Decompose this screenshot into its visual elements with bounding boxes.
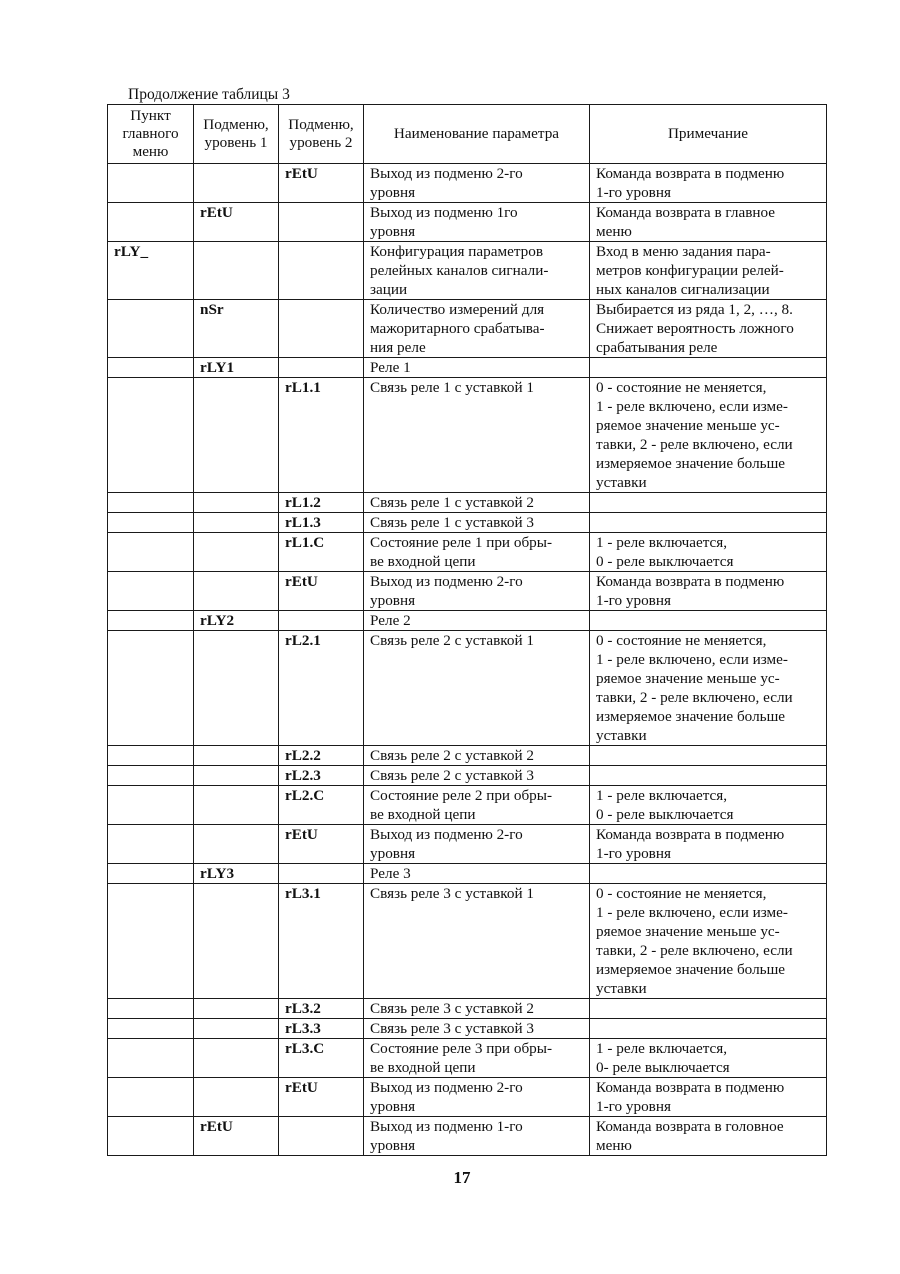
page-number: 17 <box>453 1168 471 1187</box>
cell-parameter-name: Связь реле 3 с уставкой 2 <box>364 999 590 1019</box>
cell-note: Вход в меню задания пара- метров конфигурации релей- ных каналов сигнализации <box>590 242 827 300</box>
header-submenu-level2: Подменю, уровень 2 <box>279 105 364 164</box>
cell-main-menu: rLY_ <box>108 242 194 300</box>
cell-submenu-level1: rLY3 <box>194 864 279 884</box>
table-body <box>108 164 827 1156</box>
table-row <box>108 884 827 999</box>
cell-parameter-name: Связь реле 2 с уставкой 1 <box>364 631 590 746</box>
cell-submenu-level1: rEtU <box>194 203 279 242</box>
cell-submenu-level2: rL2.C <box>279 786 364 825</box>
cell-submenu-level2: rEtU <box>279 825 364 864</box>
cell-submenu-level1 <box>194 631 279 746</box>
cell-submenu-level1 <box>194 1039 279 1078</box>
cell-parameter-name: Реле 2 <box>364 611 590 631</box>
cell-note <box>590 1019 827 1039</box>
cell-main-menu <box>108 358 194 378</box>
cell-submenu-level1 <box>194 746 279 766</box>
cell-note: 1 - реле включается, 0 - реле выключается <box>590 786 827 825</box>
cell-parameter-name: Реле 3 <box>364 864 590 884</box>
table-row <box>108 533 827 572</box>
cell-submenu-level1 <box>194 493 279 513</box>
cell-main-menu <box>108 864 194 884</box>
cell-submenu-level2 <box>279 864 364 884</box>
cell-main-menu <box>108 513 194 533</box>
table-row <box>108 242 827 300</box>
cell-main-menu <box>108 300 194 358</box>
cell-note <box>590 358 827 378</box>
cell-main-menu <box>108 493 194 513</box>
cell-parameter-name: Состояние реле 3 при обры- ве входной цепи <box>364 1039 590 1078</box>
cell-note <box>590 611 827 631</box>
cell-note: Команда возврата в подменю 1-го уровня <box>590 1078 827 1117</box>
table-row <box>108 864 827 884</box>
cell-parameter-name: Связь реле 3 с уставкой 3 <box>364 1019 590 1039</box>
table-row <box>108 611 827 631</box>
cell-submenu-level1 <box>194 1078 279 1117</box>
cell-note <box>590 864 827 884</box>
cell-main-menu <box>108 631 194 746</box>
cell-submenu-level1 <box>194 533 279 572</box>
cell-submenu-level2: rL2.1 <box>279 631 364 746</box>
cell-parameter-name: Связь реле 1 с уставкой 3 <box>364 513 590 533</box>
cell-submenu-level1 <box>194 825 279 864</box>
cell-submenu-level2: rL1.1 <box>279 378 364 493</box>
cell-parameter-name: Связь реле 3 с уставкой 1 <box>364 884 590 999</box>
cell-main-menu <box>108 1019 194 1039</box>
cell-note: Команда возврата в головное меню <box>590 1117 827 1156</box>
cell-note: Команда возврата в главное меню <box>590 203 827 242</box>
table-row <box>108 766 827 786</box>
table-row <box>108 999 827 1019</box>
table-row <box>108 203 827 242</box>
cell-submenu-level2: rL1.C <box>279 533 364 572</box>
table-row <box>108 746 827 766</box>
header-note: Примечание <box>590 105 827 164</box>
table-row <box>108 493 827 513</box>
header-parameter-name: Наименование параметра <box>364 105 590 164</box>
cell-note: 0 - состояние не меняется, 1 - реле включено, если изме- ряемое значение меньше ус- тавки, 2 - реле включено, если измеряемое значение больше уставки <box>590 378 827 493</box>
cell-note: 0 - состояние не меняется, 1 - реле включено, если изме- ряемое значение меньше ус- тавки, 2 - реле включено, если измеряемое значение больше уставки <box>590 631 827 746</box>
cell-submenu-level2 <box>279 300 364 358</box>
table-row <box>108 631 827 746</box>
cell-note: Команда возврата в подменю 1-го уровня <box>590 164 827 203</box>
cell-submenu-level2: rL3.2 <box>279 999 364 1019</box>
cell-parameter-name: Выход из подменю 2-го уровня <box>364 1078 590 1117</box>
cell-main-menu <box>108 164 194 203</box>
cell-parameter-name: Реле 1 <box>364 358 590 378</box>
cell-main-menu <box>108 1078 194 1117</box>
cell-submenu-level1 <box>194 884 279 999</box>
cell-note <box>590 766 827 786</box>
cell-submenu-level1 <box>194 572 279 611</box>
cell-submenu-level2 <box>279 242 364 300</box>
cell-submenu-level2: rL3.3 <box>279 1019 364 1039</box>
cell-note <box>590 513 827 533</box>
cell-submenu-level2 <box>279 358 364 378</box>
cell-submenu-level2: rL1.3 <box>279 513 364 533</box>
cell-submenu-level2 <box>279 611 364 631</box>
cell-parameter-name: Конфигурация параметров релейных каналов сигнали- зации <box>364 242 590 300</box>
table-row <box>108 786 827 825</box>
cell-parameter-name: Связь реле 2 с уставкой 2 <box>364 746 590 766</box>
cell-main-menu <box>108 378 194 493</box>
cell-main-menu <box>108 611 194 631</box>
cell-submenu-level2 <box>279 1117 364 1156</box>
cell-submenu-level2: rL2.2 <box>279 746 364 766</box>
cell-main-menu <box>108 825 194 864</box>
cell-note: 1 - реле включается, 0 - реле выключается <box>590 533 827 572</box>
cell-submenu-level1: rLY2 <box>194 611 279 631</box>
header-main-menu: Пункт главного меню <box>108 105 194 164</box>
cell-main-menu <box>108 572 194 611</box>
cell-submenu-level1 <box>194 786 279 825</box>
cell-submenu-level2: rL3.1 <box>279 884 364 999</box>
table-caption: Продолжение таблицы 3 <box>128 86 290 103</box>
cell-main-menu <box>108 766 194 786</box>
cell-note: Команда возврата в подменю 1-го уровня <box>590 825 827 864</box>
cell-submenu-level2: rEtU <box>279 164 364 203</box>
cell-main-menu <box>108 786 194 825</box>
cell-note: 0 - состояние не меняется, 1 - реле включено, если изме- ряемое значение меньше ус- тавки, 2 - реле включено, если измеряемое значение больше уставки <box>590 884 827 999</box>
cell-main-menu <box>108 999 194 1019</box>
table-row <box>108 1117 827 1156</box>
cell-parameter-name: Состояние реле 2 при обры- ве входной цепи <box>364 786 590 825</box>
cell-submenu-level1 <box>194 1019 279 1039</box>
cell-main-menu <box>108 1117 194 1156</box>
cell-submenu-level1 <box>194 513 279 533</box>
cell-note <box>590 999 827 1019</box>
cell-submenu-level1 <box>194 378 279 493</box>
cell-main-menu <box>108 203 194 242</box>
cell-note <box>590 746 827 766</box>
cell-parameter-name: Связь реле 1 с уставкой 2 <box>364 493 590 513</box>
cell-note: 1 - реле включается, 0- реле выключается <box>590 1039 827 1078</box>
table-row <box>108 300 827 358</box>
cell-note <box>590 493 827 513</box>
cell-submenu-level1: rLY1 <box>194 358 279 378</box>
cell-submenu-level2 <box>279 203 364 242</box>
table-row <box>108 378 827 493</box>
cell-note: Команда возврата в подменю 1-го уровня <box>590 572 827 611</box>
cell-main-menu <box>108 746 194 766</box>
cell-parameter-name: Выход из подменю 2-го уровня <box>364 825 590 864</box>
cell-parameter-name: Связь реле 1 с уставкой 1 <box>364 378 590 493</box>
header-submenu-level1: Подменю, уровень 1 <box>194 105 279 164</box>
table-row <box>108 1039 827 1078</box>
cell-submenu-level1 <box>194 242 279 300</box>
cell-submenu-level2: rEtU <box>279 1078 364 1117</box>
table-header-row <box>108 105 827 164</box>
cell-submenu-level2: rL2.3 <box>279 766 364 786</box>
cell-submenu-level1 <box>194 999 279 1019</box>
cell-main-menu <box>108 1039 194 1078</box>
cell-main-menu <box>108 884 194 999</box>
cell-submenu-level2: rEtU <box>279 572 364 611</box>
cell-submenu-level1 <box>194 766 279 786</box>
parameters-table <box>107 104 827 1156</box>
table-row <box>108 1019 827 1039</box>
table-row <box>108 358 827 378</box>
cell-submenu-level1: rEtU <box>194 1117 279 1156</box>
cell-parameter-name: Выход из подменю 1го уровня <box>364 203 590 242</box>
cell-note: Выбирается из ряда 1, 2, …, 8. Снижает вероятность ложного срабатывания реле <box>590 300 827 358</box>
table-row <box>108 1078 827 1117</box>
cell-submenu-level1: nSr <box>194 300 279 358</box>
table-row <box>108 513 827 533</box>
cell-parameter-name: Выход из подменю 2-го уровня <box>364 164 590 203</box>
cell-submenu-level2: rL1.2 <box>279 493 364 513</box>
cell-parameter-name: Связь реле 2 с уставкой 3 <box>364 766 590 786</box>
cell-parameter-name: Количество измерений для мажоритарного срабатыва- ния реле <box>364 300 590 358</box>
table-row <box>108 164 827 203</box>
cell-parameter-name: Выход из подменю 2-го уровня <box>364 572 590 611</box>
cell-submenu-level1 <box>194 164 279 203</box>
cell-parameter-name: Выход из подменю 1-го уровня <box>364 1117 590 1156</box>
table-row <box>108 825 827 864</box>
cell-parameter-name: Состояние реле 1 при обры- ве входной цепи <box>364 533 590 572</box>
cell-main-menu <box>108 533 194 572</box>
table-row <box>108 572 827 611</box>
cell-submenu-level2: rL3.C <box>279 1039 364 1078</box>
